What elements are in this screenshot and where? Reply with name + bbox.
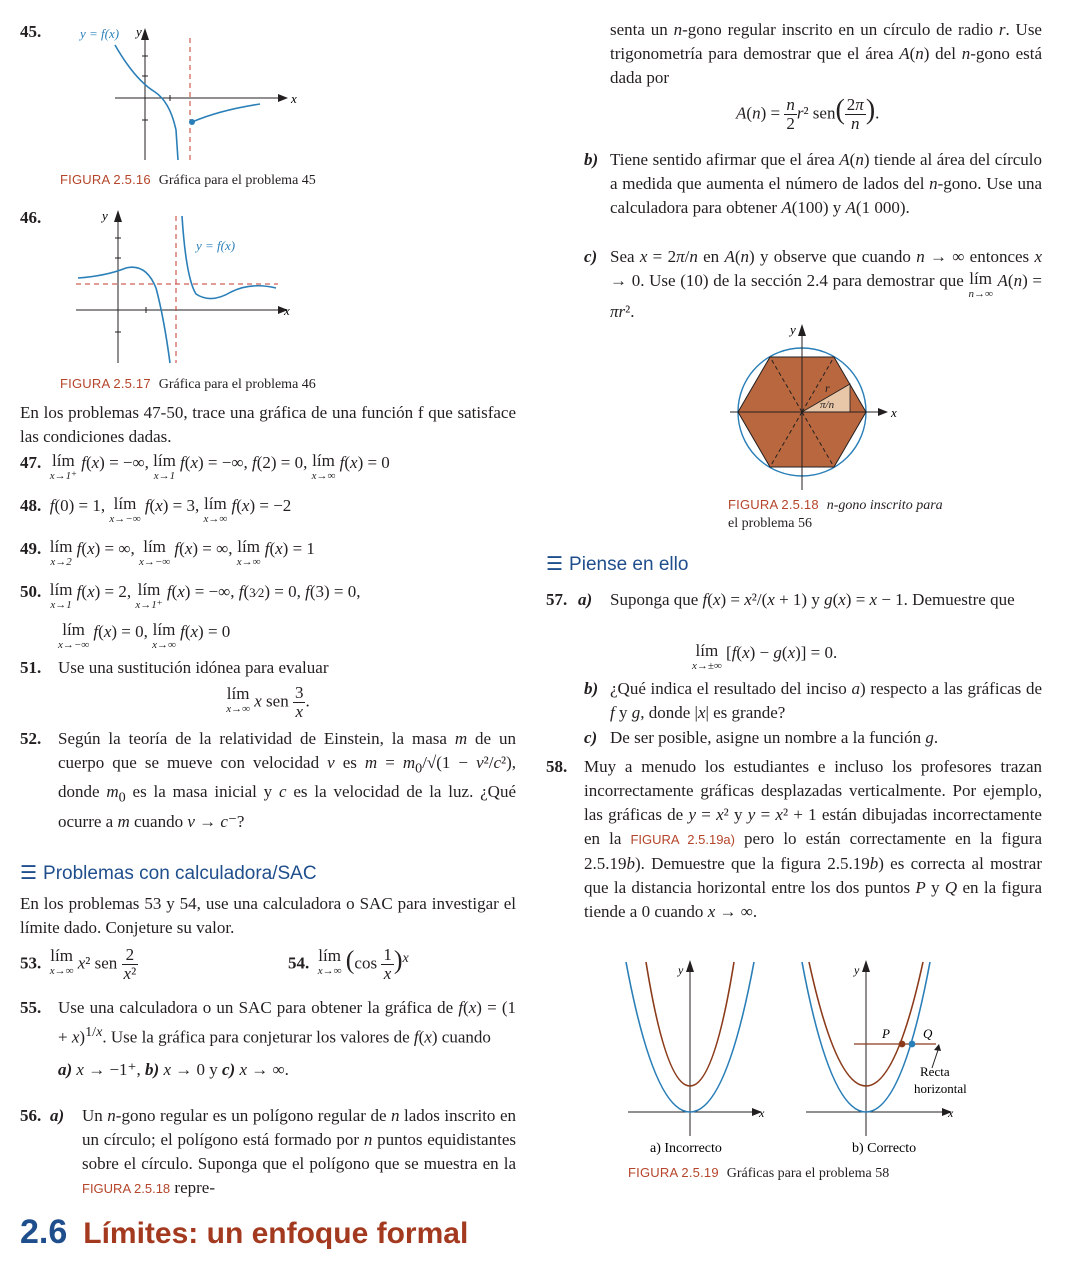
svg-text:x: x — [891, 405, 897, 420]
svg-text:r: r — [825, 381, 830, 395]
svg-text:x: x — [284, 303, 290, 318]
problem-56-b: b) Tiene sentido afirmar que el área A(n) tiende al área del círculo a medida que aumenta el número de lados del n-gono. Use una calculadora para obtener A(100) y A(1 000). — [584, 150, 1042, 217]
svg-text:y: y — [136, 24, 142, 39]
figure-2-5-19-graphs — [626, 956, 986, 1156]
figure-2-5-18-polygon — [728, 320, 908, 495]
svg-text:horizontal: horizontal — [914, 1081, 967, 1096]
problem-46-number: 46. — [20, 208, 42, 227]
svg-text:x: x — [291, 91, 297, 106]
svg-text:y = f(x): y = f(x) — [196, 238, 236, 253]
problem-55: 55. Use una calculadora o un SAC para obtener la gráfica de $f(x) = (1 + x)^{1/x}$. Use la gráfica para conjeturar los valores de f(x) cuando a) x → −1⁺, b) x → 0 y c) x → ∞. — [20, 998, 516, 1079]
svg-text:a) Incorrecto: a) Incorrecto — [650, 1141, 722, 1156]
svg-text:π/n: π/n — [820, 399, 835, 411]
section-2-6-heading: 2.6 Límites: un enfoque formal — [20, 1213, 469, 1251]
svg-text:y: y — [678, 963, 684, 977]
figure-2-5-18-caption: FIGURA 2.5.18 n-gono inscrito para el problema 56 — [728, 497, 943, 531]
problem-52: 52. Según la teoría de la relatividad de Einstein, la masa m de un cuerpo que se mueve con velocidad v es $m = m_0/√(1 - v^2/c^2)$, donde $m_0$ es la masa inicial y c es la velocidad de la luz. ¿Qué ocurre a m cuando v → c⁻? — [20, 729, 517, 831]
svg-text:y: y — [102, 208, 108, 223]
svg-text:y: y — [790, 322, 796, 337]
svg-text:b) Correcto: b) Correcto — [852, 1141, 917, 1156]
svg-text:Q: Q — [923, 1026, 933, 1041]
intro-53-54: En los problemas 53 y 54, use una calculadora o SAC para investigar el límite dado. Conjeture su valor. — [20, 894, 516, 937]
curve-label: y = f(x) — [80, 26, 120, 41]
figure-2-5-19-caption: FIGURA 2.5.19 Gráficas para el problema 58 — [628, 1165, 890, 1181]
problem-45-number: 45. — [20, 22, 42, 41]
figure-2-5-16-graph — [60, 20, 297, 165]
problem-49: 49. lím x→2 f(x) = ∞, lím x→−∞ f(x) = ∞, lím x→∞ f(x) = 1 — [20, 537, 315, 568]
problem-57-b: b) ¿Qué indica el resultado del inciso a) respecto a las gráficas de f y g, donde |x| es grande? — [584, 679, 1042, 722]
figure-2-5-16-caption: FIGURA 2.5.16 Gráfica para el problema 45 — [60, 172, 316, 188]
problem-57-limit: lím x→±∞ [f(x) − g(x)] = 0. — [692, 641, 838, 672]
problem-56: 56. a) Un n-gono regular es un polígono regular de n lados inscrito en un círculo; el polígono está formado por n puntos equidistantes sobre el círculo. Suponga que el polígono que se muestra en la FIGURA 2.5.18 repre- — [20, 1106, 516, 1197]
svg-text:Recta: Recta — [920, 1064, 950, 1079]
problem-47: 47. lím x→1⁺ f(x) = −∞, lím x→1 f(x) = −∞, f(2) = 0, lím x→∞ f(x) = 0 — [20, 451, 390, 482]
section-heading-calculadora: ☰ Problemas con calculadora/SAC — [20, 863, 317, 884]
figure-2-5-17-caption: FIGURA 2.5.17 Gráfica para el problema 46 — [60, 376, 316, 392]
problem-53: 53. lím x→∞ x² sen $\frac{2}{\text{x²}}$ — [20, 945, 137, 983]
problem-50-line1: 50. lím x→1 f(x) = 2, lím x→1⁺ f(x) = −∞, f(3⁄2) = 0, f(3) = 0, — [20, 580, 361, 611]
figure-2-5-17-graph — [56, 208, 296, 368]
problem-56-c: c) Sea x = 2π/n en A(n) y observe que cuando n → ∞ entonces x → 0. Use (10) de la sección 2.4 para demostrar que lím n→∞ A(n) = πr². — [584, 247, 1043, 321]
problem-48: 48. f(0) = 1, lím x→−∞ f(x) = 3, lím x→∞ f(x) = −2 — [20, 494, 292, 525]
problem-50-line2: lím x→−∞ f(x) = 0, lím x→∞ f(x) = 0 — [58, 620, 231, 651]
svg-text:x: x — [948, 1106, 954, 1120]
problem-57: 57. a) Suponga que f(x) = x²/(x + 1) y g(x) = x − 1. Demuestre que — [546, 590, 1015, 609]
problem-57-c: c) De ser posible, asigne un nombre a la función g. — [584, 728, 939, 747]
svg-text:P: P — [882, 1026, 890, 1041]
section-heading-piense: ☰ Piense en ello — [546, 554, 689, 575]
area-formula: A(n) = $\frac{n}{2}$ r² sen( $\frac{2\pi}{n}$ ). — [736, 94, 880, 133]
problem-56-continuation: senta un n-gono regular inscrito en un círculo de radio r. Use trigonometría para demostrar que el área A(n) del n-gono está dada por — [610, 20, 1043, 87]
intro-47-50: En los problemas 47-50, trace una gráfica de una función f que satisface las condiciones dadas. — [20, 403, 516, 446]
svg-text:x: x — [759, 1106, 765, 1120]
problem-54: 54. lím x→∞ (cos $\frac{1}{x}$ )$^x$ — [288, 945, 409, 984]
problem-51: 51. Use una sustitución idónea para evaluar lím x→∞ x sen $\frac{3}{x}$ . — [20, 658, 329, 721]
problem-58: 58. Muy a menudo los estudiantes e incluso los profesores trazan incorrectamente gráficas desplazadas verticalmente. Por ejemplo, las gráficas de y = x² y y = x² + 1 están dibujadas incorrectamente en la FIGURA 2.5.19a) pero lo están correctamente en la figura 2.5.19b). Demuestre que la figura 2.5.19b) es correcta al mostrar que la distancia horizontal entre los dos puntos P y Q en la figura tiende a 0 cuando x → ∞. — [546, 757, 1043, 921]
svg-text:y: y — [854, 963, 860, 977]
